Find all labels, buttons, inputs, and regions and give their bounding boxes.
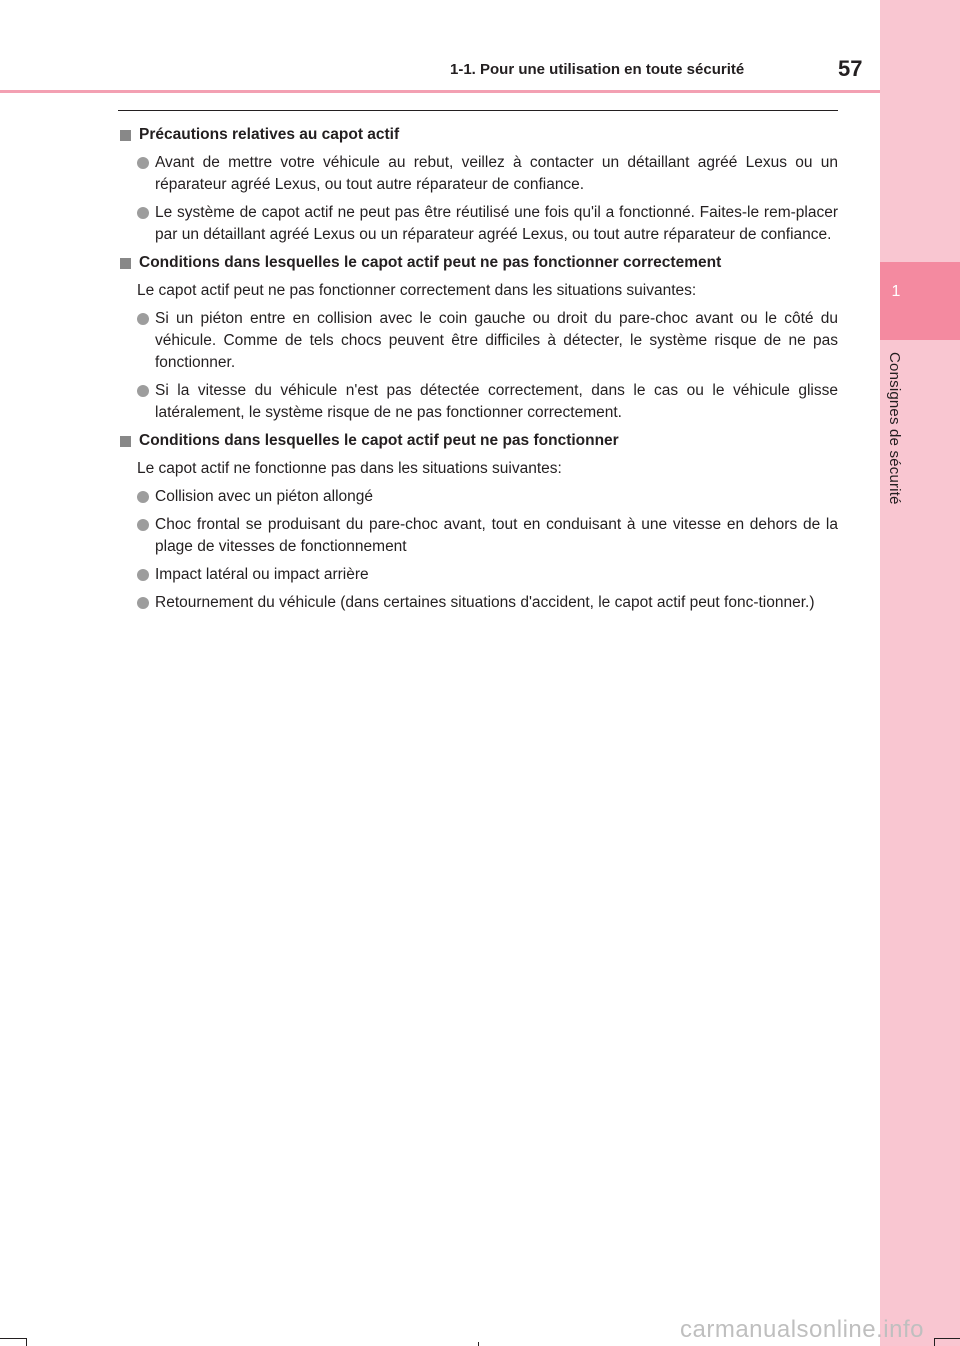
page-content <box>118 124 838 620</box>
crop-mark <box>934 1338 935 1346</box>
crop-mark <box>934 1338 960 1339</box>
list-item: Impact latéral ou impact arrière <box>137 564 838 586</box>
circle-bullet-icon <box>137 519 149 531</box>
list-item: Si un piéton entre en collision avec le coin gauche ou droit du pare-choc avant ou le côté du véhicule. Comme de tels chocs peuvent être difficiles à détecter, le système risque de ne pas fonctionner. <box>137 308 838 374</box>
section-heading: Précautions relatives au capot actif <box>118 124 838 146</box>
section-intro: Le capot actif ne fonctionne pas dans les situations suivantes: <box>137 460 562 477</box>
header-section-title: 1-1. Pour une utilisation en toute sécurité <box>450 61 745 78</box>
list-item: Si la vitesse du véhicule n'est pas détectée correctement, dans le cas ou le véhicule glisse latéralement, le système risque de ne pas fonctionner correctement. <box>137 380 838 424</box>
circle-bullet-icon <box>137 569 149 581</box>
chapter-title: Consignes de sécurité <box>886 352 903 505</box>
chapter-number: 1 <box>891 283 901 300</box>
crop-mark <box>478 1342 479 1346</box>
watermark: carmanualsonline.info <box>680 1316 924 1343</box>
chapter-tab-active[interactable] <box>880 262 960 340</box>
chapter-side-tab <box>880 0 960 1346</box>
circle-bullet-icon <box>137 313 149 325</box>
header-rule <box>0 90 880 93</box>
square-bullet-icon <box>120 436 131 447</box>
section-intro: Le capot actif peut ne pas fonctionner correctement dans les situations suivantes: <box>137 282 697 299</box>
circle-bullet-icon <box>137 207 149 219</box>
crop-mark <box>26 1338 27 1346</box>
circle-bullet-icon <box>137 157 149 169</box>
square-bullet-icon <box>120 130 131 141</box>
list-item: Collision avec un piéton allongé <box>137 486 838 508</box>
square-bullet-icon <box>120 258 131 269</box>
list-item: Choc frontal se produisant du pare-choc avant, tout en conduisant à une vitesse en dehors de la plage de vitesses de fonctionnement <box>137 514 838 558</box>
section-heading: Conditions dans lesquelles le capot actif peut ne pas fonctionner <box>118 430 838 452</box>
section-heading: Conditions dans lesquelles le capot actif peut ne pas fonctionner correctement <box>118 252 838 274</box>
list-item: Retournement du véhicule (dans certaines situations d'accident, le capot actif peut fonc-tionner.) <box>137 592 838 614</box>
list-item: Avant de mettre votre véhicule au rebut, veillez à contacter un détaillant agréé Lexus ou un réparateur agréé Lexus, ou tout autre réparateur de confiance. <box>137 152 838 196</box>
crop-mark <box>0 1338 26 1339</box>
content-top-rule <box>118 110 838 111</box>
circle-bullet-icon <box>137 597 149 609</box>
list-item: Le système de capot actif ne peut pas être réutilisé une fois qu'il a fonctionné. Faites-le rem-placer par un détaillant agréé Lexus ou un réparateur agréé Lexus, ou tout autre réparateur de confiance. <box>137 202 838 246</box>
page-number: 57 <box>838 56 863 81</box>
circle-bullet-icon <box>137 491 149 503</box>
circle-bullet-icon <box>137 385 149 397</box>
